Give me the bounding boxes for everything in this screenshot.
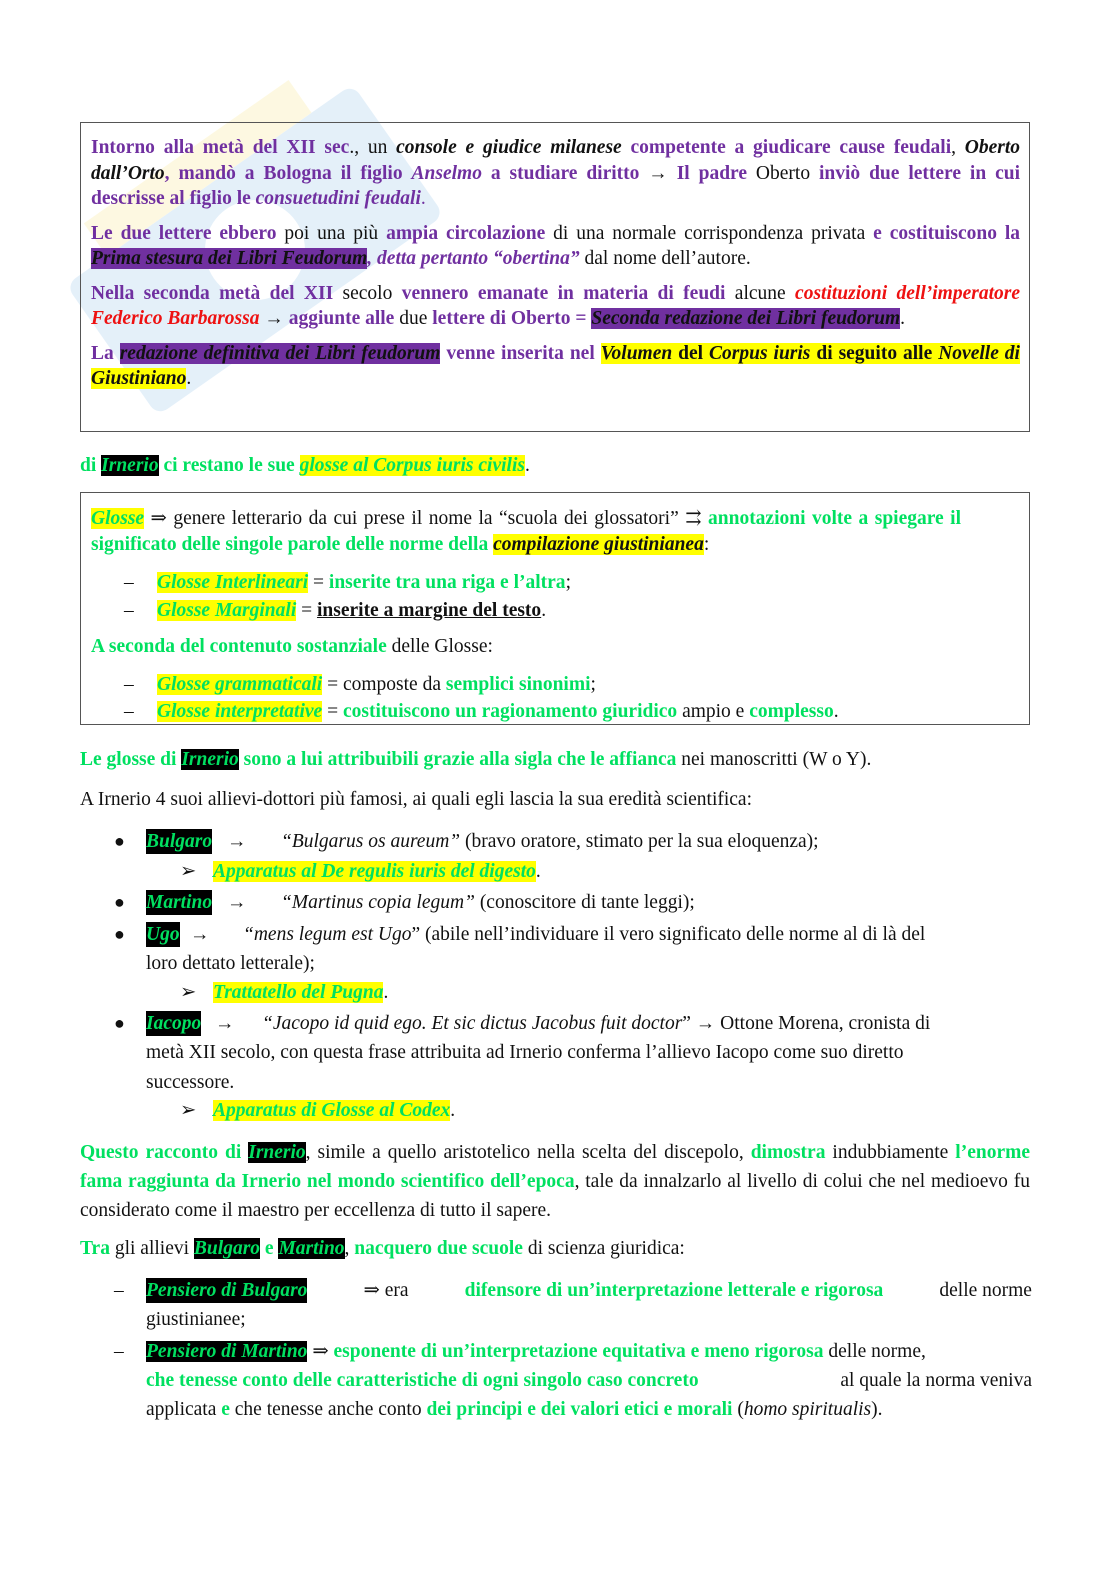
arrow-icon: → [227,892,247,913]
text: “Jacopo id quid ego. Et sic dictus Jacobus fuit doctor [262,1013,683,1034]
text: ( [732,1399,744,1420]
text: A Irnerio 4 suoi allievi-dottori più famosi, ai quali egli lascia la sua eredità scientifica: [80,789,752,810]
text: a studiare diritto [481,162,649,184]
text: . [186,368,192,389]
text: consuetudini feudali [255,188,421,209]
text: , detta pertanto “obertina” [367,248,580,269]
dash-bullet: – [114,1280,124,1301]
arrow-icon: → [648,162,668,184]
text: Corpus iuris [709,342,811,364]
text: Il padre [667,162,748,184]
text: = composte da [322,674,446,695]
paragraph-redazione-definitiva [91,341,1020,392]
text: delle Glosse: [386,636,493,657]
highlight-name: Pensiero di Martino [146,1341,308,1362]
seconda-contenuto [91,634,1043,659]
text: Apparatus di Glosse al Codex [213,1100,451,1121]
text: compilazione giustinianea [493,533,704,555]
text: vennero emanate in materia di feudi [401,282,726,304]
text: di [80,455,102,476]
text: nacquero due scuole [354,1238,523,1259]
arrow-icon: → [190,924,210,945]
dash-bullet: – [124,701,134,722]
text: Oberto [747,162,819,184]
text: . [450,1100,456,1121]
text: di scienza giuridica: [522,1238,685,1259]
highlight-name: Ugo [146,924,180,945]
text: Novelle di Giustiniano [91,342,1020,389]
highlight-name: Iacopo [146,1013,202,1034]
text: che tenesse conto delle caratteristiche di ogni singolo caso concreto [146,1370,699,1391]
text: ; [590,674,596,695]
highlight-irnerio: Irnerio [101,455,159,476]
text: console e giudice milanese [396,137,622,158]
text: Apparatus al De regulis iuris del digesto [213,861,536,882]
text: metà XII secolo, con questa frase attribuita ad Irnerio conferma l’allievo Iacopo come suo diretto [146,1042,904,1063]
text: lettere di Oberto = [432,308,592,329]
text: nei manoscritti (W o Y). [676,749,872,770]
text: al quale la norma veniva [840,1370,1032,1391]
text: annotazioni volte a spiegare il significato delle singole parole delle norme della [91,508,961,555]
glosse-definition [91,506,961,557]
text: Tra [80,1238,110,1259]
arrowhead-bullet-icon: ➢ [180,861,197,882]
text: e costituiscono la [873,222,1021,244]
text: . [900,308,906,329]
text: ampio e [677,701,750,722]
text: Glosse grammaticali [157,674,323,695]
text: ci restano le sue [158,455,300,476]
text: . [524,455,530,476]
allievi-intro [80,787,1032,812]
highlight-prima-stesura: Prima stesura dei Libri Feudorum [91,248,368,269]
text: sono a lui attribuibili grazie alla sigla che le affianca [238,749,677,770]
text: . [383,982,389,1003]
text: glosse al Corpus iuris civilis [299,455,525,476]
text: , simile a quello aristotelico nella scelta del discepolo, [305,1142,751,1163]
text: inviò due lettere in cui descrisse al figlio le [91,162,1020,209]
text: successore. [146,1072,235,1093]
line-sigla [80,747,1032,772]
text: “mens legum est Ugo [243,924,412,945]
text: esponente di un’interpretazione equitativa e meno rigorosa [333,1341,824,1362]
text: . [833,701,839,722]
text: dimostra [750,1142,826,1163]
text: indubbiamente [825,1142,956,1163]
text: La [91,342,120,364]
text: due [394,308,433,329]
text: secolo [333,282,402,304]
text: Le due lettere ebbero [91,222,277,244]
text: applicata [146,1399,222,1420]
text: Glosse Marginali [157,600,297,621]
text: (bravo oratore, stimato per la sua eloquenza); [460,831,819,852]
text: costituzioni dell’imperatore Federico Barbarossa [91,282,1020,329]
text: = [322,701,343,722]
text: , tale da innalzarlo al livello di colui che nel medioevo fu considerato come il maestro per eccellenza di tutto il sapere. [80,1171,1030,1221]
text: ampia circolazione [386,222,546,244]
text: e [260,1238,279,1259]
text: (conoscitore di tante leggi); [474,892,695,913]
text: ” → Ottone Morena, cronista di [682,1013,931,1034]
text: Anselmo [411,162,482,184]
highlight-name: Pensiero di Bulgaro [146,1280,308,1301]
highlight-irnerio: Irnerio [248,1142,306,1163]
text: dal nome dell’autore. [579,248,751,269]
paragraph-racconto [80,1138,1030,1225]
text: costituiscono un ragionamento giuridico [342,701,678,722]
paragraph-seconda-redazione [91,281,1020,332]
text: “Martinus copia legum” [281,892,475,913]
highlight-name: Bulgaro [146,831,213,852]
text: A seconda del contenuto sostanziale [91,636,387,657]
text: competente a giudicare cause feudali [621,137,952,158]
text: e [221,1399,230,1420]
text: l’enorme fama raggiunta da Irnerio nel mondo scientifico dell’epoca [80,1142,1030,1192]
bullet-icon: ● [114,1013,125,1033]
text: Nella seconda metà del XII [91,282,334,304]
text: Oberto dall’Orto [91,137,1021,184]
text: = [296,600,317,621]
bullet-icon: ● [114,892,125,912]
text: venne inserita nel [440,342,601,364]
arrow-icon: → [259,308,289,329]
text: . [541,600,547,621]
text: ⇒ era [363,1280,409,1301]
text: che tenesse anche conto [229,1399,427,1420]
text: del [672,342,710,364]
text: genere letterario da cui prese il nome la “scuola dei glossatori” ⇉ [173,508,708,529]
text: Glosse Interlineari [157,572,309,593]
highlight-name: Martino [278,1238,345,1259]
text: gli allievi [109,1238,194,1259]
dash-bullet: – [124,572,134,593]
text: ⇒ [307,1341,334,1362]
text: Le glosse di [80,749,182,770]
line-due-scuole [80,1236,1032,1261]
text: ; [565,572,571,593]
arrow-icon: → [215,1013,235,1034]
highlight-name: Martino [146,892,213,913]
paragraph-oberto [91,135,1020,212]
text: Volumen [600,342,673,364]
text: giustinianee; [146,1309,246,1330]
line-irnerio-glosse [80,453,1032,478]
text: alcune [725,282,796,304]
highlight-name: Bulgaro [193,1238,261,1259]
highlight-redazione-definitiva: redazione definitiva dei Libri feudorum [119,342,441,364]
bullet-icon: ● [114,924,125,944]
text: ). [871,1399,883,1420]
text: , mandò a Bologna il figlio [164,162,412,184]
text: aggiunte alle [288,308,395,329]
text: complesso [749,701,834,722]
dash-bullet: – [124,674,134,695]
text: poi una più [276,222,387,244]
text: Questo racconto di [80,1142,249,1163]
text: di seguito alle [810,342,939,364]
text: Glosse [91,508,145,529]
arrow-icon: ⇒ [144,508,174,529]
arrowhead-bullet-icon: ➢ [180,1100,197,1121]
dash-bullet: – [114,1341,124,1362]
text: inserite tra una riga e l’altra [328,572,566,593]
text: difensore di un’interpretazione letterale e rigorosa [464,1280,884,1301]
text: ., un [349,137,397,158]
arrow-icon: → [227,831,247,852]
text: Intorno alla metà del XII sec [91,137,350,158]
text: , [344,1238,355,1259]
text: Glosse interpretative [157,701,323,722]
text: inserite a margine del testo [316,600,542,621]
text: Trattatello del Pugna [213,982,384,1003]
text: . [535,861,541,882]
highlight-seconda-redazione: Seconda redazione dei Libri feudorum [591,308,901,329]
bullet-icon: ● [114,831,125,851]
text: “Bulgarus os aureum” [281,831,461,852]
text: loro dettato letterale); [146,953,315,974]
text: ” (abile nell’individuare il vero significato delle norme al di là del [411,924,926,945]
paragraph-prima-stesura [91,221,1020,272]
dash-bullet: – [124,600,134,621]
arrowhead-bullet-icon: ➢ [180,982,197,1003]
text: delle norme [939,1280,1032,1301]
text: semplici sinonimi [445,674,591,695]
text: , [951,137,956,158]
text: : [703,533,710,555]
text: dei principi e dei valori etici e morali [426,1399,733,1420]
text: . [420,188,426,209]
text: di una normale corrispondenza privata [545,222,874,244]
text: delle norme, [823,1341,926,1362]
highlight-irnerio: Irnerio [181,749,239,770]
text: = [308,572,329,593]
text: homo spiritualis [743,1399,872,1420]
